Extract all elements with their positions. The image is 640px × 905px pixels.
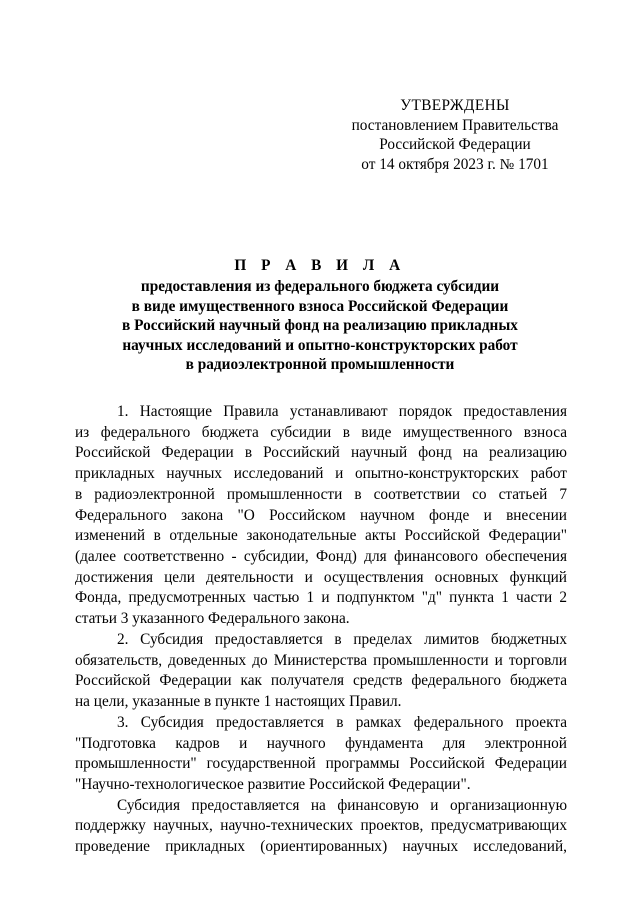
paragraph-line: "Научно-технологическое развитие Российской Федерации". (75, 775, 471, 793)
paragraph-line: достижения цели деятельности и осуществления основных функций (75, 568, 567, 586)
paragraph-line: 3. Субсидия предоставляется в рамках федерального проекта (117, 713, 567, 731)
approval-date-line: от 14 октября 2023 г. № 1701 (361, 155, 549, 173)
paragraph-line: проведение прикладных (ориентированных) научных исследований, (75, 838, 567, 856)
paragraph-line: Российской Федерации как получателя средств федерального бюджета (75, 672, 567, 690)
approval-line: Российской Федерации (379, 136, 531, 153)
paragraph-line: поддержку научных, научно-технических проектов, предусматривающих (75, 817, 567, 835)
paragraph-line: Субсидия предоставляется на финансовую и организационную (117, 796, 567, 814)
subtitle-line: в Российский научный фонд на реализацию прикладных (122, 317, 518, 335)
approval-line: постановлением Правительства (351, 116, 559, 134)
paragraph-line: прикладных научных исследований и опытно-конструкторских работ (75, 465, 567, 483)
document-subtitle (60, 277, 580, 375)
subtitle-line: в виде имущественного взноса Российской Федерации (131, 297, 509, 315)
subtitle-line: научных исследований и опытно-конструкторских работ (122, 336, 518, 354)
document-title: П Р А В И Л А (234, 257, 406, 274)
paragraph-line: из федерального бюджета субсидии в виде имущественного взноса (75, 423, 567, 441)
paragraph-line: Российской Федерации в Российский научный фонд на реализацию (75, 444, 567, 462)
paragraph-line: промышленности" государственной программы Российской Федерации (75, 755, 567, 773)
paragraph-line: обязательств, доведенных до Министерства промышленности и торговли (75, 651, 567, 669)
paragraph-line: (далее соответственно - субсидии, Фонд) для финансового обеспечения (75, 548, 567, 566)
subtitle-line: предоставления из федерального бюджета субсидии (140, 278, 500, 295)
document-body (75, 402, 567, 858)
paragraph-line: 1. Настоящие Правила устанавливают порядок предоставления (117, 403, 567, 420)
paragraph-line: изменений в отдельные законодательные акты Российской Федерации" (75, 527, 567, 545)
paragraph-line: в радиоэлектронной промышленности в соответствии со статьей 7 (75, 485, 567, 503)
approval-block (340, 96, 570, 174)
paragraph-line: статьи 3 указанного Федерального закона. (75, 610, 350, 628)
paragraph-line: Федерального закона "О Российском научном фонде и внесении (75, 506, 567, 524)
paragraph-line: "Подготовка кадров и научного фундамента для электронной (75, 734, 567, 752)
paragraph-line: Фонда, предусмотренных частью 1 и подпунктом "д" пункта 1 части 2 (75, 589, 567, 607)
paragraph-line: 2. Субсидия предоставляется в пределах лимитов бюджетных (117, 630, 567, 648)
approval-heading: УТВЕРЖДЕНЫ (400, 97, 510, 114)
subtitle-line: в радиоэлектронной промышленности (185, 356, 455, 374)
paragraph-line: на цели, указанные в пункте 1 настоящих Правил. (75, 693, 402, 711)
